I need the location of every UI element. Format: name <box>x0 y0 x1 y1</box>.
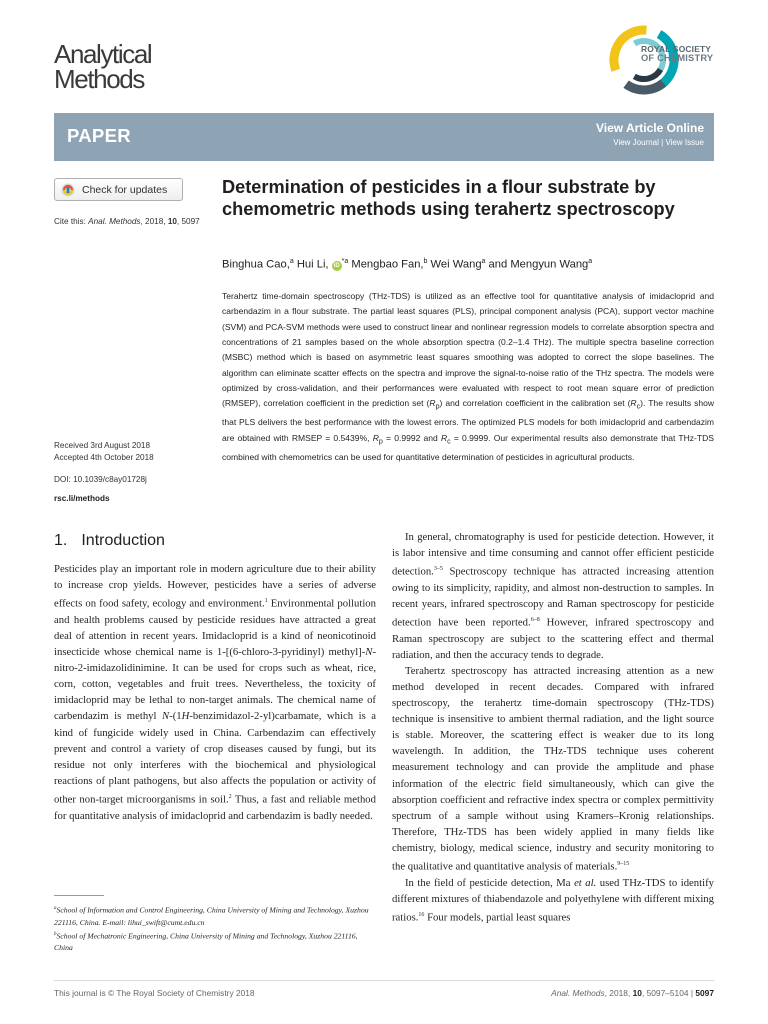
body-column-left <box>54 561 376 824</box>
section-number: 1. <box>54 532 68 549</box>
body-text: -nitro-2-imidazolidinimine. It can be used for crops such as wheat, rice, corn, cotton, vegetables and fruit trees. Nevertheless, the toxicity of imidacloprid may be lethal to non-target animals. The chemical name of carbendazim is methyl <box>54 646 376 723</box>
body-text: Pesticides play an important role in modern agriculture due to their ability to increase crop yields. However, pesticides have a series of adverse effects on food safety, ecology and environment. <box>54 563 376 610</box>
citation-journal: Anal. Methods <box>88 217 141 226</box>
affiliation-mark: b <box>54 931 57 937</box>
abstract-text: = 0.9992 and <box>382 432 441 443</box>
body-text: Environmental pollution and health problems caused by pesticide residues have attracted a great deal of attention in recent years. Imidacloprid is a kind of neonicotinoid insecticide whose chemical name is 1-[(6-chloro-3-pyridinyl) methyl]- <box>54 597 376 659</box>
footer-pages: , 5097–5104 <box>641 988 689 998</box>
affiliation-mark: a <box>289 258 294 265</box>
doi[interactable]: DOI: 10.1039/c8ay01728j <box>54 475 147 484</box>
paragraph <box>392 529 714 663</box>
author-list <box>222 258 722 271</box>
citation-volume: 10 <box>167 217 177 226</box>
footer-divider <box>54 980 714 981</box>
link-separator: | <box>661 138 664 147</box>
affiliation-text: School of Mechatronic Engineering, China University of Mining and Technology, Xuzhou 221116, China <box>54 931 358 953</box>
check-for-updates-button[interactable] <box>54 178 183 201</box>
check-updates-label: Check for updates <box>82 183 168 196</box>
check-updates-icon <box>61 183 75 197</box>
body-italic: N <box>162 710 170 723</box>
abstract-symbol: R <box>372 432 379 443</box>
page-citation <box>551 988 714 998</box>
publisher-line2: OF CHEMISTRY <box>641 53 714 63</box>
body-italic: N <box>365 646 373 659</box>
body-text: Thus, a fast and reliable method for quantitative analysis of imidacloprid and carbendazim is badly needed. <box>54 793 376 822</box>
reference-link[interactable]: 9–15 <box>617 861 630 867</box>
page-number: 5097 <box>695 988 714 998</box>
reference-link[interactable]: 1 <box>264 598 268 605</box>
abstract-text: Terahertz time-domain spectroscopy (THz-TDS) is utilized as an effective tool for quantitative analysis of imidacloprid and carbendazim in a flour substrate. The partial least squares (PLS), principal component analysis (PCA), support vector machine (SVM) and PCA-SVM methods were used to construct linear and nonlinear regression models to correlate absorption spectra and concentrations of 21 samples based on the whole absorption spectra (0.2–1.4 THz). The multiple spectra baseline correction (MSBC) method which is based on asymmetric least squares smoothing was adopted to correct the slope baselines. The algorithm can eliminate scatter effects on the spectra and improve the signal-to-noise ratio of the THz spectra. The models were optimized by cross-validation, and their performances were evaluated with respect to root mean square error of prediction (RMSEP), correlation coefficient in the prediction set ( <box>222 291 714 409</box>
abstract-text: = 0.9999. Our experimental results also demonstrate that THz-TDS combined with chemometrics can be used for quantitative determination of pesticides in agricultural products. <box>222 432 714 462</box>
abstract-subscript: c <box>447 437 451 446</box>
paragraph <box>54 561 376 824</box>
affiliation-mark: *a <box>341 258 349 265</box>
citation-prefix: Cite this: <box>54 217 86 226</box>
journal-name-line2: Methods <box>54 64 144 94</box>
view-issue-link[interactable]: View Issue <box>665 138 704 147</box>
reference-link[interactable]: 16 <box>418 911 425 918</box>
footer-volume: 10 <box>632 988 642 998</box>
section-title: Introduction <box>81 532 165 549</box>
body-text: Terahertz spectroscopy has attracted increasing attention as a new method developed in recent decades. Compared with infrared spectroscopy, the terahertz time-domain spectroscopy (THz-TDS) technique is insensitive to ambient thermal radiation, and the light source is stable. Moreover, the scattering effect is weaker due to its long wavelength. In addition, the THz-TDS technique uses coherent measurement technology and can provide the amplitude and phase information of the electric field simultaneously, which can give the absorption coefficient and refractive index spectra or complex permittivity spectrum of a sample without using Kramers–Kronig relationships. Therefore, THz-TDS has been widely applied in many fields like chemistry, biology, medical science, industry and security monitoring to the qualitative and quantitative analysis of materials. <box>392 664 714 873</box>
affiliation-mark: b <box>423 258 428 265</box>
affiliations <box>54 903 376 954</box>
author-name: Wei Wang <box>427 258 482 271</box>
body-text: Spectroscopy technique has attracted increasing attention owing to its simplicity, rapidity, and almost non-destruction to samples. In recent years, infrared spectroscopy and Raman spectroscopy for pesticide detection have been reported. <box>392 565 714 629</box>
abstract-symbol: R <box>440 432 448 443</box>
body-italic: et al. <box>574 876 597 889</box>
body-italic: H <box>181 710 190 723</box>
citation-pages: , 5097 <box>176 217 200 226</box>
paragraph <box>392 875 714 926</box>
abstract-subscript: p <box>435 403 440 412</box>
abstract-text: ). The results show that PLS delivers the best performance with the lowest errors. The optimized PLS models for both imidacloprid and carbendazim are obtained with RMSEP = 0.5439%, <box>222 398 715 443</box>
journal-site-link[interactable]: rsc.li/methods <box>54 494 110 503</box>
author-name: and Mengyun Wang <box>485 258 589 271</box>
affiliation-mark: a <box>54 906 57 911</box>
reference-link[interactable]: 2 <box>228 793 232 800</box>
view-article-online-link[interactable]: View Article Online <box>595 121 704 135</box>
abstract-subscript: p <box>378 437 383 446</box>
view-journal-link[interactable]: View Journal <box>613 138 659 147</box>
accepted-date: Accepted 4th October 2018 <box>54 453 154 462</box>
footnote-divider <box>54 895 104 896</box>
banner-sub-links <box>613 138 704 147</box>
affiliation-mark: a <box>481 258 486 265</box>
body-text: -(1 <box>169 710 182 723</box>
article-type-banner <box>54 113 714 161</box>
abstract-symbol: R <box>630 398 637 409</box>
copyright-notice: This journal is © The Royal Society of Chemistry 2018 <box>54 988 255 998</box>
abstract-subscript: c <box>636 403 641 412</box>
abstract-text: ) and correlation coefficient in the calibration set ( <box>439 398 631 409</box>
journal-name-line1: Analytical <box>54 39 152 69</box>
body-text: -benzimidazol-2-yl)carbamate, which is a kind of fungicide widely used in China. Carbendazim can effectively prevent and control a variety of crop diseases caused by fungi, but its residue not only interferes with the biochemical and physiological reactions of plant pathogens, but also affects the population or activity of other non-target microorganisms in soil. <box>54 710 377 806</box>
affiliation-text: School of Information and Control Engineering, China University of Mining and Technology, Xuzhou 221116, China. E-mail: lihui_swift@cumt.edu.cn <box>54 905 369 927</box>
journal-title <box>54 39 152 94</box>
reference-link[interactable]: 3–5 <box>433 566 443 573</box>
publisher-line1: ROYAL SOCIETY <box>641 44 712 54</box>
section-heading <box>54 532 165 550</box>
body-text: Four models, partial least squares <box>424 911 571 924</box>
footer-separator: | <box>688 988 696 998</box>
affiliation-mark: a <box>588 258 593 265</box>
body-text: In general, chromatography is used for pesticide detection. However, it is labor intensive and time consuming and cannot offer efficient pesticide detection. <box>392 531 714 578</box>
received-date: Received 3rd August 2018 <box>54 441 151 450</box>
affiliation-a <box>54 903 376 929</box>
abstract-symbol: R <box>429 398 436 409</box>
body-text: However, infrared spectroscopy and Raman spectroscopy are subject to the scattering effect and thermal radiation, and then the accuracy tends to degrade. <box>392 616 714 661</box>
article-type-label: PAPER <box>67 125 131 146</box>
orcid-icon[interactable]: iD <box>333 262 340 269</box>
citation <box>54 216 204 227</box>
abstract <box>222 289 714 465</box>
article-title: Determination of pesticides in a flour substrate by chemometric methods using terahertz spectroscopy <box>222 177 675 219</box>
affiliation-b <box>54 929 376 955</box>
reference-link[interactable]: 6–8 <box>530 617 540 624</box>
body-column-right <box>392 529 714 926</box>
publisher-name <box>641 45 713 63</box>
body-text: In the field of pesticide detection, Ma <box>405 876 575 889</box>
footer-journal: Anal. Methods <box>551 988 605 998</box>
author-name: Hui Li, <box>293 258 329 271</box>
body-text: used THz-TDS to identify different mixtures of thiabendazole and polyethylene with different mixing ratios. <box>392 876 714 924</box>
citation-year: , 2018, <box>140 217 168 226</box>
article-dates <box>54 440 214 464</box>
author-name: Mengbao Fan, <box>348 258 424 271</box>
author-name: Binghua Cao, <box>222 258 290 271</box>
footer-year: , 2018, <box>604 988 633 998</box>
paragraph <box>392 663 714 875</box>
